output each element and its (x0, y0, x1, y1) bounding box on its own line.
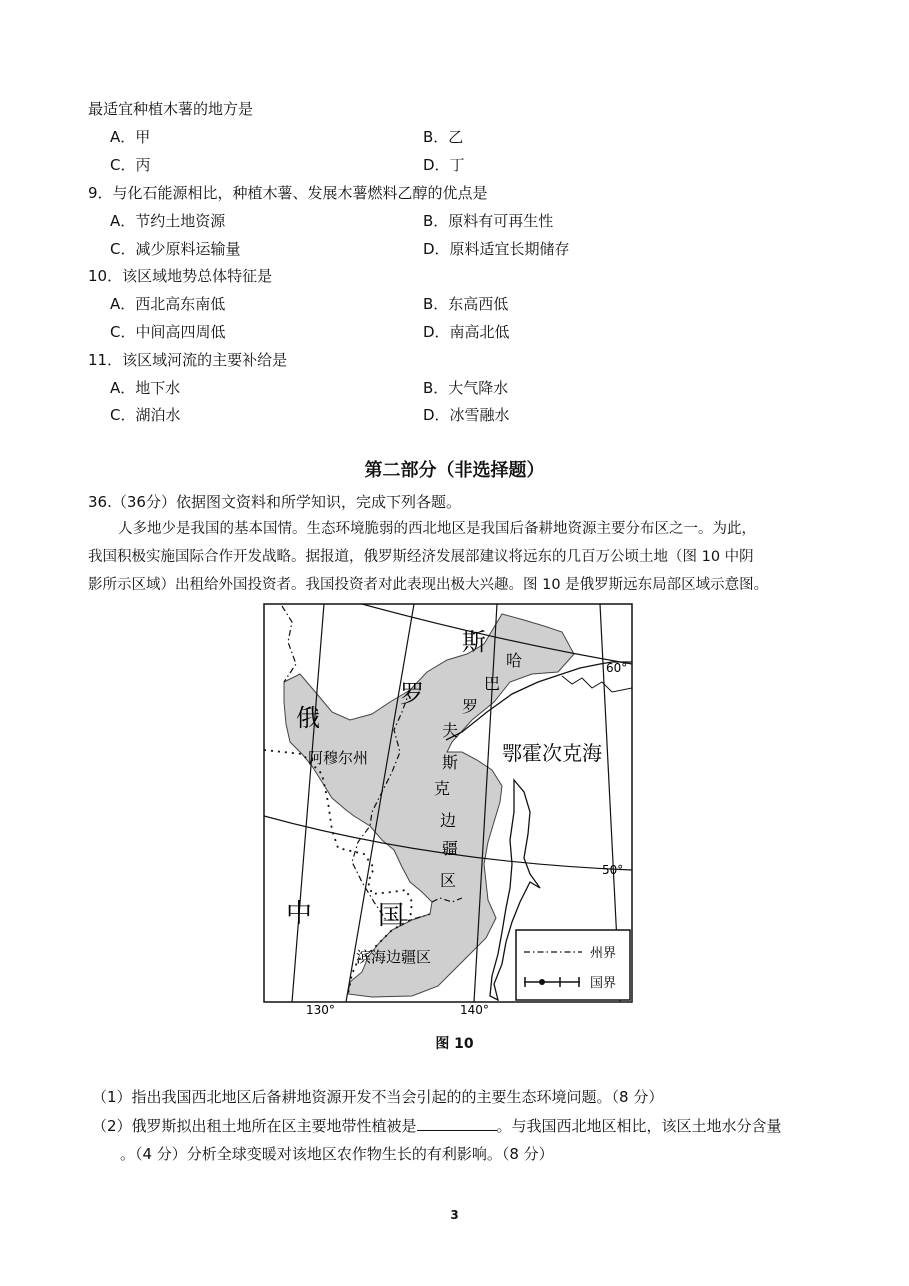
figure-caption: 图 10 (435, 1036, 474, 1052)
label-khabarovsk: 区 (440, 871, 457, 890)
label-khabarovsk: 巴 (484, 674, 501, 693)
section-title: 第二部分（非选择题） (364, 460, 545, 481)
label-khabarovsk: 斯 (442, 753, 459, 772)
legend-state-border: 州界 (590, 946, 617, 961)
question-11-stem: 11．该区域河流的主要补给是 (88, 351, 288, 369)
option-a: A．节约土地资源 (110, 212, 226, 230)
subquestion-2-part-b: 。与我国西北地区相比，该区土地水分含量 (496, 1117, 782, 1135)
option-d: D．冰雪融水 (423, 406, 510, 424)
label-amur-oblast: 阿穆尔州 (308, 749, 369, 767)
paragraph-line: 我国积极实施国际合作开发战略。据报道，俄罗斯经济发展部建议将远东的几百万公顷土地（图 10 中阴 (88, 549, 754, 565)
subquestion-1: （1）指出我国西北地区后备耕地资源开发不当会引起的的主要生态环境问题。（8 分） (92, 1088, 664, 1106)
option-d: D．丁 (423, 156, 465, 174)
option-a: A．甲 (110, 128, 151, 146)
option-b: B．大气降水 (423, 379, 509, 397)
question-9-stem: 9．与化石能源相比，种植木薯、发展木薯燃料乙醇的优点是 (88, 184, 488, 202)
option-c: C．中间高四周低 (110, 323, 226, 341)
label-china-2: 国 (378, 901, 405, 931)
label-khabarovsk: 疆 (442, 839, 459, 858)
option-b: B．东高西低 (423, 295, 509, 313)
longitude-label-130: 130° (306, 1003, 335, 1014)
option-b: B．原料有可再生性 (423, 212, 554, 230)
label-khabarovsk: 克 (434, 779, 451, 798)
option-a: A．地下水 (110, 379, 181, 397)
option-d: D．原料适宜长期储存 (423, 240, 570, 258)
paragraph-line: 影所示区域）出租给外国投资者。我国投资者对此表现出极大兴趣。图 10 是俄罗斯远东局部区域示意图。 (88, 577, 769, 593)
label-russia-1: 斯 (462, 628, 486, 656)
page-number: 3 (450, 1208, 459, 1222)
question-8-stem: 最适宜种植木薯的地方是 (88, 100, 254, 118)
label-primorsky: 滨海边疆区 (356, 948, 432, 966)
latitude-label-60: 60° (606, 661, 628, 675)
option-b: B．乙 (423, 128, 464, 146)
label-khabarovsk: 哈 (506, 651, 523, 670)
option-c: C．湖泊水 (110, 406, 181, 424)
map-figure (262, 602, 634, 1014)
label-khabarovsk: 罗 (462, 697, 479, 716)
label-russia-3: 俄 (296, 704, 320, 732)
latitude-label-50: 50° (602, 863, 624, 877)
legend-national-border: 国界 (590, 976, 617, 991)
label-khabarovsk: 边 (440, 811, 457, 830)
option-d: D．南高北低 (423, 323, 510, 341)
label-russia-2: 罗 (400, 680, 424, 708)
option-c: C．丙 (110, 156, 151, 174)
answer-blank (417, 1116, 497, 1131)
question-10-stem: 10．该区域地势总体特征是 (88, 267, 273, 285)
label-khabarovsk: 夫 (442, 721, 459, 740)
label-sea-of-okhotsk: 鄂霍次克海 (502, 741, 602, 765)
option-a: A．西北高东南低 (110, 295, 226, 313)
option-c: C．减少原料运输量 (110, 240, 241, 258)
question-36-stem: 36.（36分）依据图文资料和所学知识，完成下列各题。 (88, 493, 461, 511)
subquestion-2 (92, 1115, 782, 1136)
map-legend (516, 930, 630, 1000)
subquestion-2-part-a: （2）俄罗斯拟出租土地所在区主要地带性植被是 (92, 1117, 417, 1135)
longitude-label-140: 140° (460, 1003, 489, 1014)
subquestion-2-cont: 。（4 分）分析全球变暖对该地区农作物生长的有利影响。（8 分） (120, 1145, 554, 1163)
paragraph-line: 人多地少是我国的基本国情。生态环境脆弱的西北地区是我国后备耕地资源主要分布区之一。为此， (118, 521, 756, 537)
label-china-1: 中 (286, 899, 313, 929)
